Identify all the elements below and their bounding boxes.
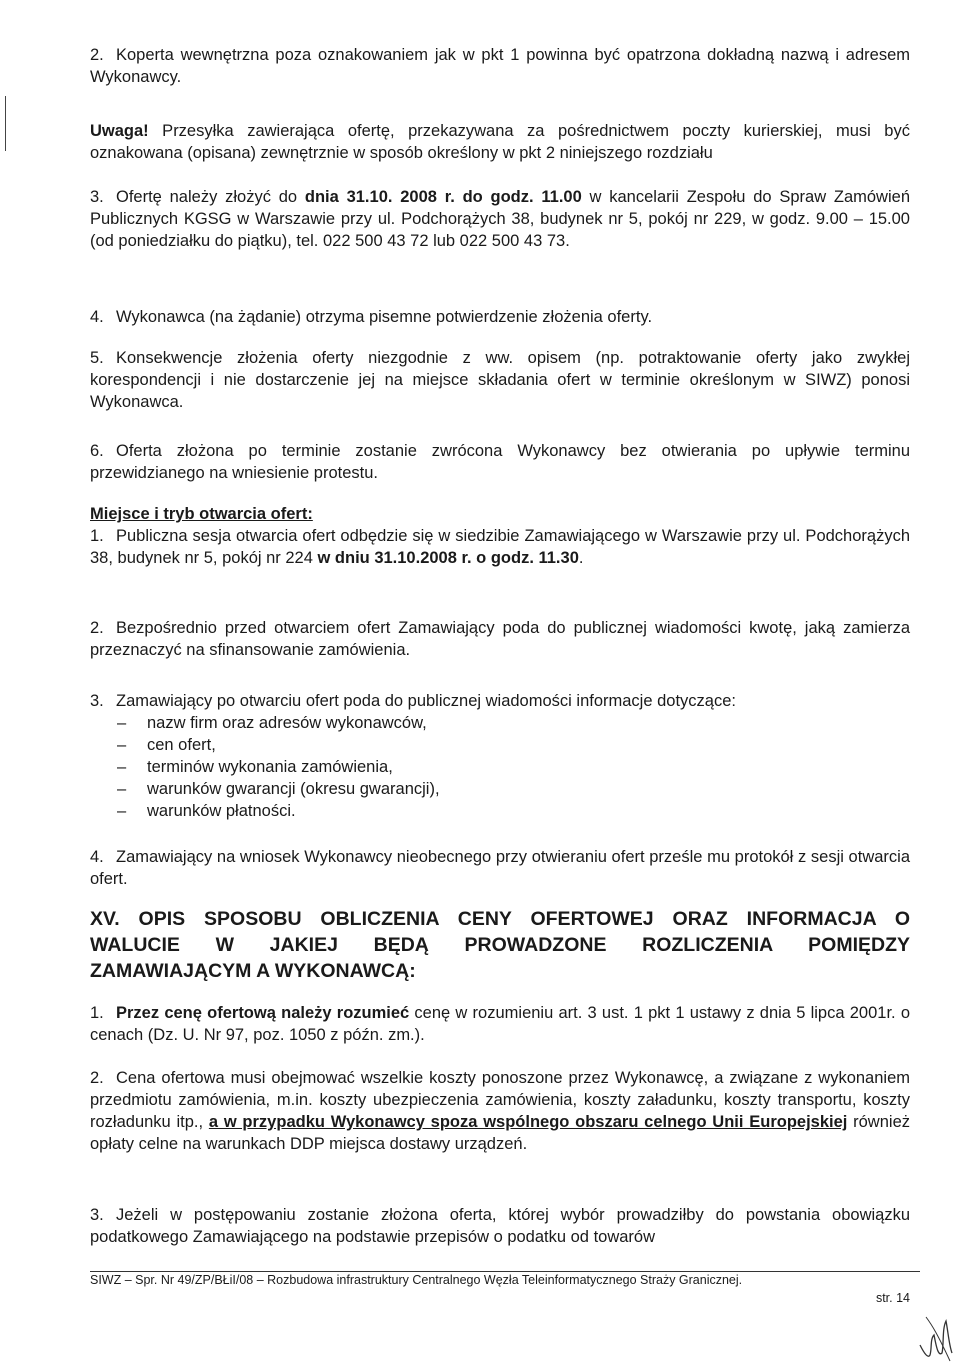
section-title-line: ZAMAWIAJĄCYM A WYKONAWCĄ:: [90, 960, 416, 982]
paragraph-text-end: .: [578, 549, 584, 567]
item-number: 2.: [90, 1069, 104, 1087]
opening-date: w dniu 31.10.2008 r. o godz. 11.30: [317, 549, 579, 567]
list-item-text: cen ofert,: [147, 736, 216, 754]
item-number: 3.: [90, 692, 104, 710]
list-item: [117, 756, 440, 778]
item-number: 3.: [90, 188, 104, 206]
footer-reference: SIWZ – Spr. Nr 49/ZP/BŁiI/08 – Rozbudowa infrastruktury Centralnego Węzła Teleinformatycznego Straży Granicznej.: [90, 1273, 743, 1287]
item-number: 4.: [90, 848, 104, 866]
dash-bullet: –: [117, 758, 127, 776]
item-number: 3.: [90, 1206, 104, 1224]
opening-item-1: [90, 525, 910, 569]
dash-bullet: –: [117, 780, 127, 798]
section-title-line: WALUCIE W JAKIEJ BĘDĄ PROWADZONE ROZLICZENIA POMIĘDZY: [90, 934, 910, 956]
item-number: 6.: [90, 442, 104, 460]
paragraph-text-cont: w kancelarii Zespołu do Spraw Zamówień Publicznych KGSG w Warszawie przy ul. Podchorążych 38, budynek nr 5, pokój nr 229, w godz. 9.00 – 15.00 (od poniedziałku do piątku), tel. 022 500 43 72 lub 022 500 43 73.: [90, 188, 910, 250]
list-item: [117, 778, 440, 800]
paragraph-text: Cena ofertowa musi obejmować wszelkie koszty ponoszone przez Wykonawcę, a związane z wykonaniem przedmiotu zamówienia, m.in. koszty ubezpieczenia zamówienia, koszty załadunku, koszty transportu, koszty rozładunku itp.,: [90, 1069, 910, 1131]
paragraph-text: cenę w rozumieniu art. 3 ust. 1 pkt 1 ustawy z dnia 5 lipca 2001r. o cenach (Dz. U. Nr 97, poz. 1050 z późn. zm.).: [90, 1004, 911, 1044]
item-number: 5.: [90, 349, 104, 367]
foreign-contractor-clause: a w przypadku Wykonawcy spoza wspólnego obszaru celnego Unii Europejskiej: [208, 1113, 848, 1131]
paragraph-text: Jeżeli w postępowaniu zostanie złożona oferta, której wybór prowadziłby do powstania obowiązku podatkowego Zamawiającego na podstawie przepisów o podatku od towarów: [90, 1206, 910, 1246]
dash-bullet: –: [117, 736, 127, 754]
section-xv-title: [90, 906, 910, 984]
price-definition-label: Przez cenę ofertową należy rozumieć: [116, 1004, 410, 1022]
list-item-text: warunków płatności.: [147, 802, 296, 820]
list-item-text: terminów wykonania zamówienia,: [147, 758, 393, 776]
paragraph-text: Zamawiający po otwarciu ofert poda do publicznej wiadomości informacje dotyczące:: [116, 692, 736, 710]
list-item: [117, 800, 440, 822]
paragraph-text: Oferta złożona po terminie zostanie zwrócona Wykonawcy bez otwierania po upływie terminu przewidzianego na wniesienie protestu.: [90, 442, 910, 482]
paragraph-text: Publiczna sesja otwarcia ofert odbędzie się w siedzibie Zamawiającego w Warszawie przy ul. Podchorążych 38, budynek nr 5, pokój nr 224: [90, 527, 910, 567]
item-number: 1.: [90, 1004, 104, 1022]
section-title-line: XV. OPIS SPOSOBU OBLICZENIA CENY OFERTOWEJ ORAZ INFORMACJA O: [90, 908, 910, 930]
item-number: 2.: [90, 619, 104, 637]
note-paragraph: [90, 120, 910, 164]
list-item: [117, 712, 440, 734]
list-item-text: warunków gwarancji (okresu gwarancji),: [147, 780, 440, 798]
paragraph-text: Wykonawca (na żądanie) otrzyma pisemne potwierdzenie złożenia oferty.: [116, 308, 653, 326]
paragraph-5: [90, 347, 910, 413]
paragraph-2: [90, 44, 910, 88]
paragraph-6: [90, 440, 910, 484]
paragraph-3: [90, 186, 910, 252]
note-text: Przesyłka zawierająca ofertę, przekazywana za pośrednictwem poczty kurierskiej, musi być oznakowana (opisana) zewnętrznie w sposób określony w pkt 2 niniejszego rozdziału: [90, 122, 910, 162]
disclosure-list: [117, 712, 440, 822]
deadline-date: dnia 31.10. 2008 r. do godz. 11.00: [304, 188, 582, 206]
price-item-1: [90, 1002, 910, 1046]
paragraph-text-cont: również opłaty celne na warunkach DDP miejsca dostawy urządzeń.: [90, 1113, 910, 1153]
paragraph-4: [90, 306, 910, 328]
signature-initials: [916, 1305, 956, 1363]
item-number: 4.: [90, 308, 104, 326]
opening-item-2: [90, 617, 910, 661]
paragraph-text: Zamawiający na wniosek Wykonawcy nieobecnego przy otwieraniu ofert prześle mu protokół z sesji otwarcia ofert.: [90, 848, 910, 888]
price-item-2: [90, 1067, 910, 1155]
opening-heading: Miejsce i tryb otwarcia ofert:: [90, 505, 313, 523]
note-label: Uwaga!: [90, 122, 149, 140]
paragraph-text: Ofertę należy złożyć do: [116, 188, 305, 206]
dash-bullet: –: [117, 802, 127, 820]
item-number: 2.: [90, 46, 104, 64]
list-item: [117, 734, 440, 756]
price-item-3: [90, 1204, 910, 1248]
paragraph-text: Bezpośrednio przed otwarciem ofert Zamawiający poda do publicznej wiadomości kwotę, jaką zamierza przeznaczyć na sfinansowanie zamówienia.: [90, 619, 910, 659]
opening-item-4: [90, 846, 910, 890]
paragraph-text: Koperta wewnętrzna poza oznakowaniem jak w pkt 1 powinna być opatrzona dokładną nazwą i adresem Wykonawcy.: [90, 46, 910, 86]
list-item-text: nazw firm oraz adresów wykonawców,: [147, 714, 427, 732]
opening-item-3: [90, 690, 910, 712]
dash-bullet: –: [117, 714, 127, 732]
section-heading-opening: [90, 503, 910, 525]
item-number: 1.: [90, 527, 104, 545]
margin-mark: [5, 96, 6, 151]
page-number: str. 14: [875, 1291, 910, 1305]
paragraph-text: Konsekwencje złożenia oferty niezgodnie z ww. opisem (np. potraktowanie oferty jako zwykłej korespondencji i nie dostarczenie jej na miejsce składania ofert w terminie określonym w SIWZ) ponosi Wykonawca.: [90, 349, 910, 411]
